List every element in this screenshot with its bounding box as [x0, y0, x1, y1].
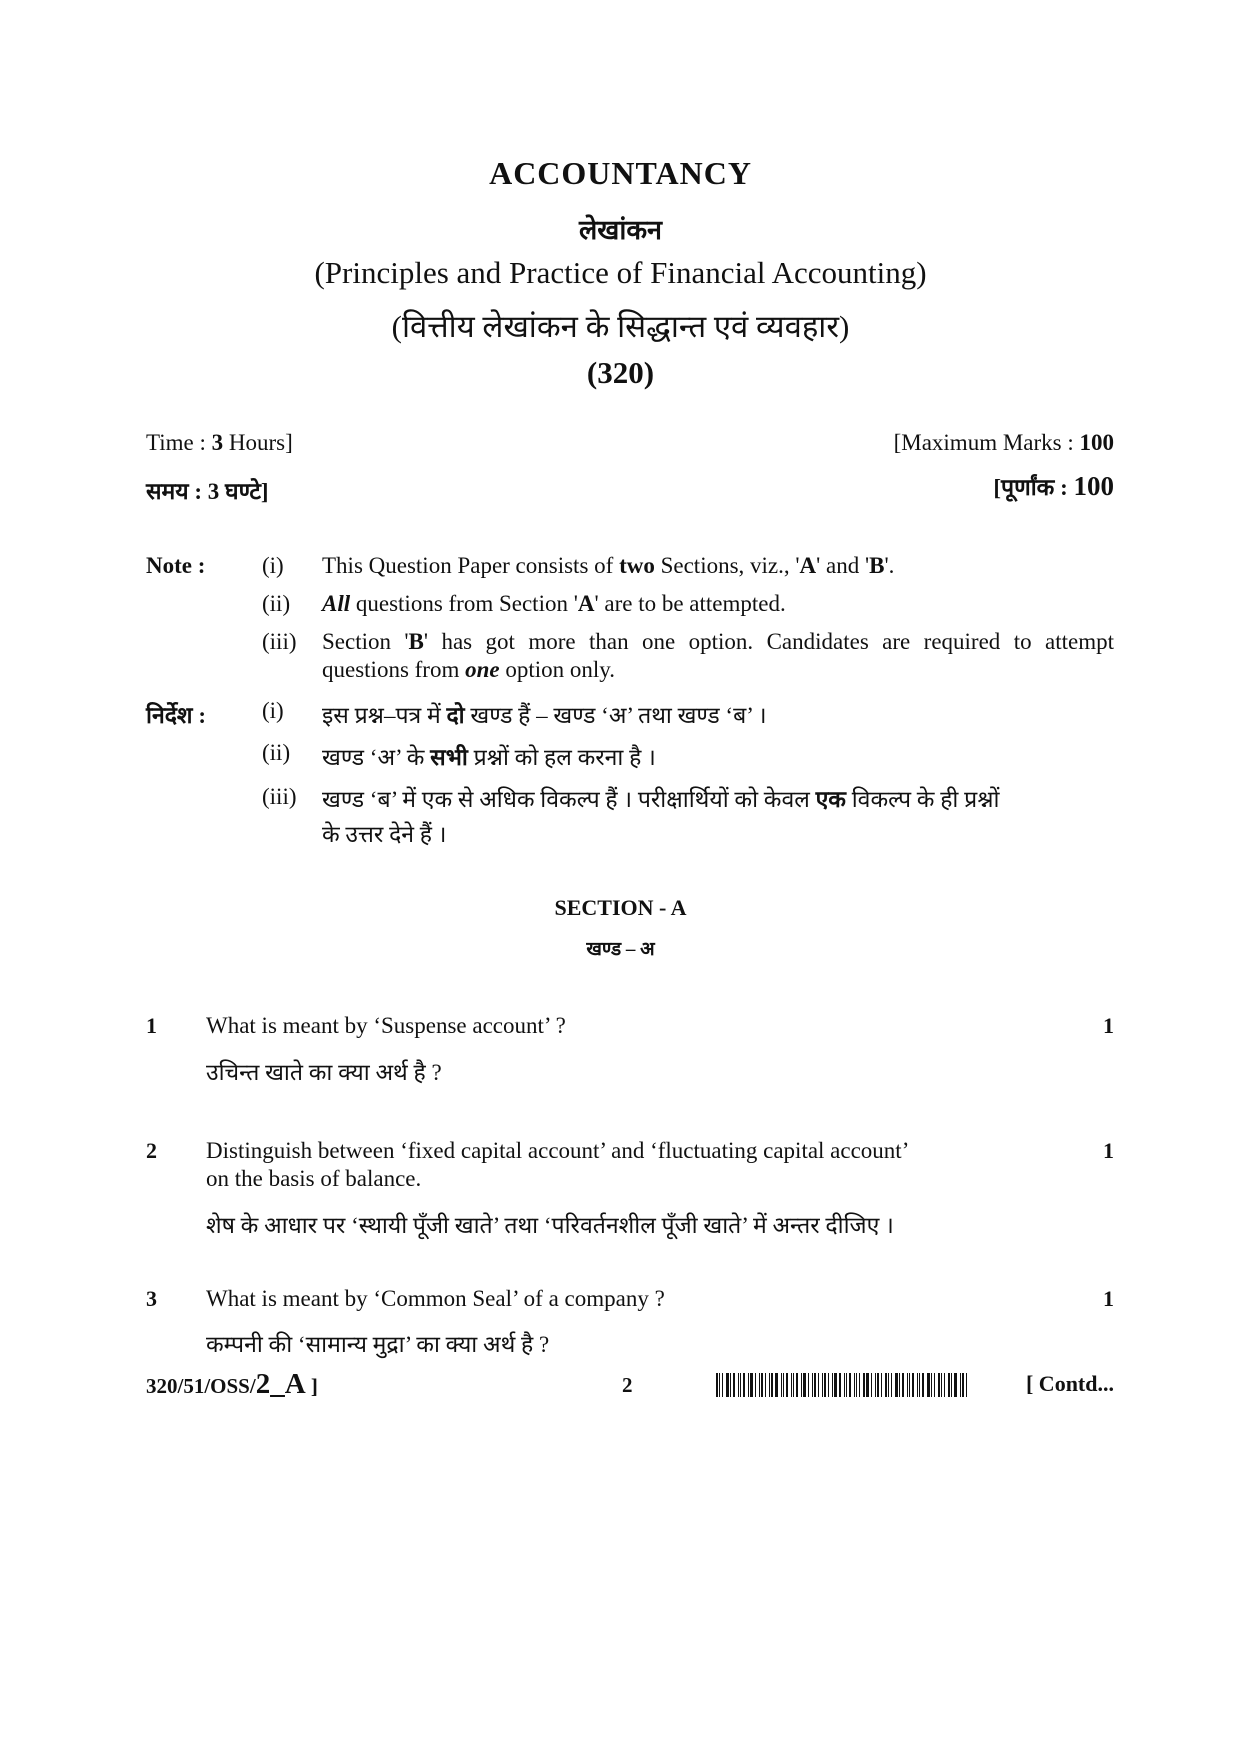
question-3-marks: 1 — [1103, 1286, 1114, 1311]
note-hindi-label: निर्देश : — [146, 703, 206, 728]
note-hindi-i-text: इस प्रश्न–पत्र में दो खण्ड हैं – खण्ड ‘अ’ तथा खण्ड ‘ब’ । — [322, 703, 767, 728]
time-hindi: समय : 3 घण्टे] — [146, 479, 269, 504]
barcode-bar — [931, 1373, 932, 1397]
note-iii-num: (iii) — [262, 629, 297, 654]
barcode-bar — [765, 1373, 766, 1397]
barcode-bar — [844, 1373, 845, 1397]
barcode-bar — [902, 1373, 904, 1397]
barcode-bar — [962, 1373, 964, 1397]
barcode-bar — [783, 1373, 784, 1397]
barcode-bar — [719, 1373, 720, 1397]
note-ii-num: (ii) — [262, 591, 291, 616]
barcode-bar — [871, 1373, 872, 1397]
barcode-bar — [917, 1373, 918, 1397]
time-suffix: Hours] — [223, 430, 293, 455]
barcode-bar — [781, 1373, 782, 1397]
note-i-num: (i) — [262, 553, 284, 578]
barcode-bar — [888, 1373, 889, 1397]
barcode-bar — [791, 1373, 792, 1397]
barcode-bar — [846, 1373, 847, 1397]
note-hindi-ii-text: खण्ड ‘अ’ के सभी प्रश्नों को हल करना है । — [322, 745, 656, 770]
barcode-bar — [803, 1373, 806, 1397]
barcode-bar — [716, 1373, 718, 1397]
question-1-marks: 1 — [1103, 1013, 1114, 1038]
barcode-bar — [771, 1373, 773, 1397]
question-1-hindi: उचिन्त खाते का क्या अर्थ है ? — [206, 1060, 442, 1085]
time-value: 3 — [211, 430, 224, 455]
max-marks-line — [894, 430, 1114, 456]
barcode-bar — [891, 1373, 892, 1397]
barcode-bar — [801, 1373, 802, 1397]
paper-title: ACCOUNTANCY — [489, 155, 752, 191]
barcode-bar — [828, 1373, 829, 1397]
barcode-bar — [941, 1373, 942, 1397]
question-1-text: What is meant by ‘Suspense account’ ? — [206, 1013, 566, 1038]
note-hindi-i-num: (i) — [262, 698, 284, 723]
barcode-bar — [859, 1373, 860, 1397]
barcode-bar — [909, 1373, 910, 1397]
barcode-bar — [740, 1373, 741, 1397]
barcode-bar — [818, 1373, 819, 1397]
note-iii-text-2: questions from one option only. — [322, 657, 616, 682]
footer-page-number: 2 — [622, 1373, 633, 1397]
barcode-bar — [775, 1373, 778, 1397]
barcode-bar — [856, 1373, 857, 1397]
barcode-bar — [759, 1373, 760, 1397]
barcode-bar — [814, 1373, 816, 1397]
question-2-number: 2 — [146, 1138, 157, 1163]
barcode-bar — [796, 1373, 798, 1397]
paper-subtitle-hindi: (वित्तीय लेखांकन के सिद्धान्त एवं व्यवहार) — [391, 309, 850, 344]
barcode-bar — [849, 1373, 851, 1397]
barcode-bar — [881, 1373, 882, 1397]
barcode-bar — [733, 1373, 735, 1397]
barcode-bar — [730, 1373, 731, 1397]
question-2-hindi: शेष के आधार पर ‘स्थायी पूँजी खाते’ तथा ‘परिवर्तनशील पूँजी खाते’ में अन्तर दीजिए । — [206, 1213, 894, 1238]
paper-title-hindi: लेखांकन — [578, 215, 663, 245]
paper-subtitle: (Principles and Practice of Financial Accounting) — [314, 255, 927, 290]
barcode-bar — [912, 1373, 914, 1397]
question-2-marks: 1 — [1103, 1138, 1114, 1163]
barcode-bar — [743, 1373, 745, 1397]
footer-paper-code: 320/51/OSS/2_A ] — [146, 1368, 318, 1400]
barcode-bar — [877, 1373, 879, 1397]
note-hindi-iii-num: (iii) — [262, 784, 297, 809]
barcode-bar — [786, 1373, 788, 1397]
barcode-bar — [919, 1373, 920, 1397]
barcode-bar — [793, 1373, 794, 1397]
note-i-text: This Question Paper consists of two Sections, viz., 'A' and 'B'. — [322, 553, 895, 578]
marks-hindi-value: 100 — [1073, 471, 1114, 501]
barcode-bar — [944, 1373, 945, 1397]
barcode-bar — [839, 1373, 841, 1397]
barcode-bar — [960, 1373, 961, 1397]
barcode-bar — [875, 1373, 876, 1397]
barcode-bar — [934, 1373, 935, 1397]
question-2-text: Distinguish between ‘fixed capital account’ and ‘fluctuating capital account’ — [206, 1138, 910, 1163]
question-2-text-2: on the basis of balance. — [206, 1166, 422, 1191]
note-iii-text-1: Section 'B' has got more than one option. Candidates are required to attempt — [322, 629, 1114, 654]
barcode-bar — [866, 1373, 869, 1397]
barcode-bar — [726, 1373, 729, 1397]
barcode-bar — [824, 1373, 826, 1397]
barcode-bar — [951, 1373, 952, 1397]
max-marks-value: 100 — [1079, 430, 1114, 455]
note-hindi-iii-text-1: खण्ड ‘ब’ में एक से अधिक विकल्प हैं । परीक्षार्थियों को केवल एक विकल्प के ही प्रश्नों — [322, 787, 1000, 812]
barcode — [716, 1373, 986, 1397]
marks-hindi-label: [पूर्णांक : — [993, 475, 1074, 500]
marks-hindi-line — [993, 470, 1114, 502]
barcode-bar — [938, 1373, 940, 1397]
section-title-hindi: खण्ड – अ — [586, 939, 655, 960]
barcode-bar — [954, 1373, 957, 1397]
paper-code: (320) — [586, 355, 655, 390]
barcode-bar — [769, 1373, 770, 1397]
question-3-text: What is meant by ‘Common Seal’ of a company ? — [206, 1286, 665, 1311]
barcode-bar — [750, 1373, 753, 1397]
barcode-bar — [966, 1373, 967, 1397]
barcode-bar — [822, 1373, 823, 1397]
question-3-hindi: कम्पनी की ‘सामान्य मुद्रा’ का क्या अर्थ है ? — [206, 1332, 550, 1357]
barcode-bar — [899, 1373, 900, 1397]
footer-contd: [ Contd... — [1025, 1371, 1114, 1396]
barcode-bar — [748, 1373, 749, 1397]
barcode-bar — [812, 1373, 813, 1397]
barcode-bar — [755, 1373, 756, 1397]
barcode-bar — [834, 1373, 837, 1397]
barcode-bar — [948, 1373, 950, 1397]
barcode-bar — [922, 1373, 924, 1397]
barcode-bar — [761, 1373, 763, 1397]
max-marks-prefix: [Maximum Marks : — [893, 430, 1080, 455]
question-1-number: 1 — [146, 1013, 157, 1038]
barcode-bar — [808, 1373, 809, 1397]
barcode-bar — [907, 1373, 908, 1397]
barcode-bar — [832, 1373, 833, 1397]
note-hindi-iii-text-2: के उत्तर देने हैं । — [322, 822, 447, 847]
section-title: SECTION - A — [554, 895, 687, 920]
question-3-number: 3 — [146, 1286, 157, 1311]
barcode-bar — [863, 1373, 865, 1397]
note-label: Note : — [146, 553, 206, 578]
time-line — [146, 430, 293, 456]
barcode-bar — [738, 1373, 739, 1397]
barcode-bar — [854, 1373, 855, 1397]
note-ii-text: All questions from Section 'A' are to be attempted. — [322, 591, 786, 616]
note-hindi-ii-num: (ii) — [262, 740, 291, 765]
time-prefix: Time : — [146, 430, 212, 455]
barcode-bar — [895, 1373, 898, 1397]
barcode-bar — [927, 1373, 930, 1397]
barcode-bar — [885, 1373, 887, 1397]
barcode-bar — [722, 1373, 723, 1397]
